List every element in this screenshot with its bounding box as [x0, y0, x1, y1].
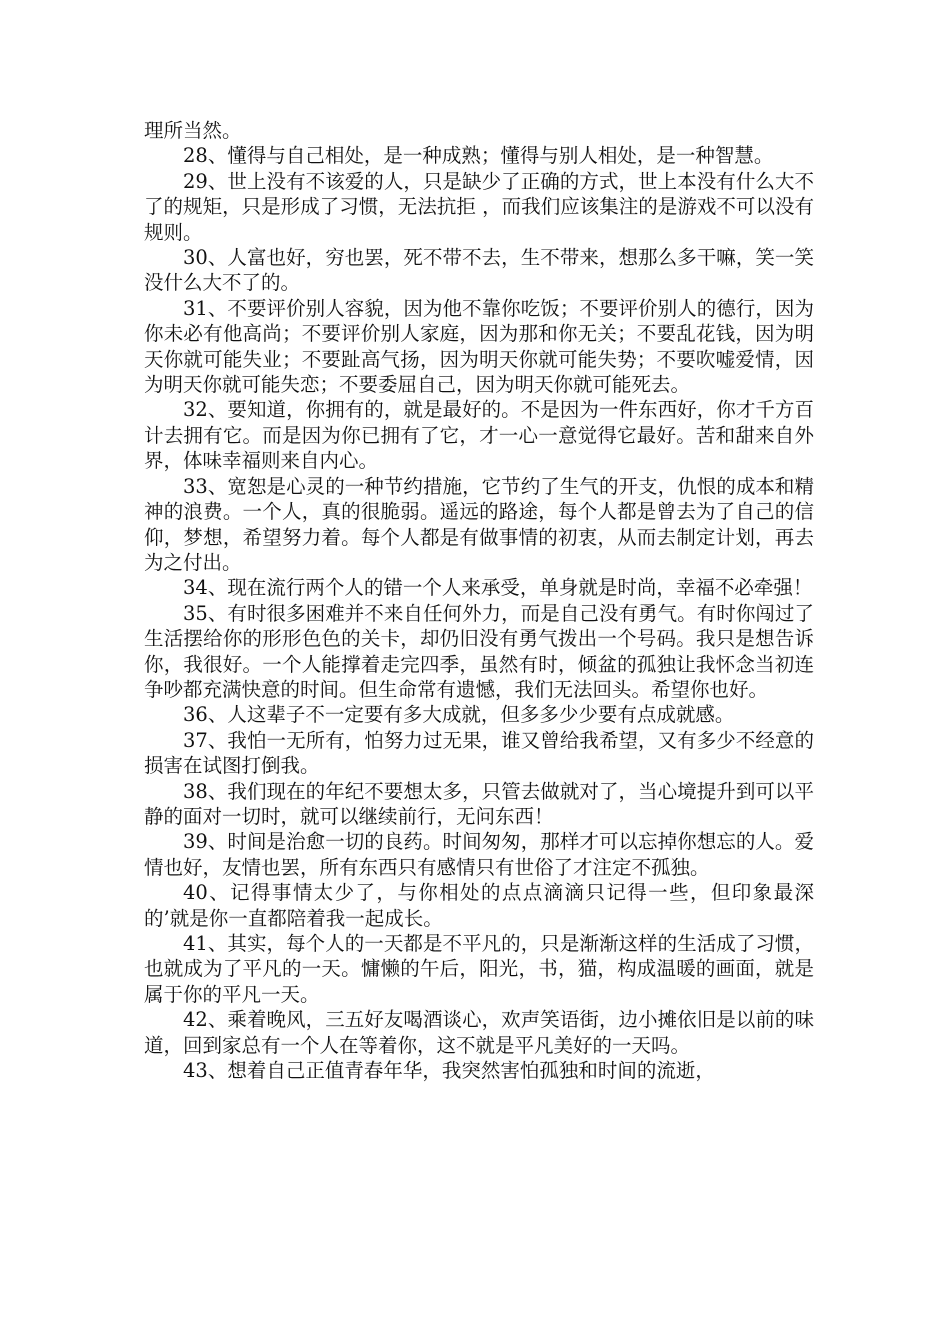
paragraph-28: 28、懂得与自己相处，是一种成熟；懂得与别人相处，是一种智慧。 [183, 144, 774, 168]
paragraph-41: 41、其实，每个人的一天都是不平凡的，只是渐渐这样的生活成了习惯，也就成为了平凡的一天。慵懒的午后，阳光，书，猫，构成温暖的画面，就是属于你的平凡一天。 [144, 932, 814, 1006]
paragraph-33: 33、宽恕是心灵的一种节约措施，它节约了生气的开支，仇恨的成本和精神的浪费。一个人，真的很脆弱。遥远的路途，每个人都是曾去为了自己的信仰，梦想，希望努力着。每个人都是有做事情的初衷，从而去制定计划，再去为之付出。 [144, 474, 814, 574]
paragraph-30: 30、人富也好，穷也罢，死不带不去，生不带来，想那么多干嘛，笑一笑没什么大不了的。 [144, 246, 814, 295]
paragraph-42: 42、乘着晚风，三五好友喝酒谈心，欢声笑语街，边小摊依旧是以前的味道，回到家总有一个人在等着你，这不就是平凡美好的一天吗。 [144, 1008, 814, 1057]
paragraph-40: 40、记得事情太少了，与你相处的点点滴滴只记得一些，但印象最深的’就是你一直都陪着我一起成长。 [144, 881, 814, 930]
paragraph-36: 36、人这辈子不一定要有多大成就，但多多少少要有点成就感。 [183, 703, 735, 727]
paragraph-31: 31、不要评价别人容貌，因为他不靠你吃饭；不要评价别人的德行，因为你未必有他高尚；不要评价别人家庭，因为那和你无关；不要乱花钱，因为明天你就可能失业；不要趾高气扬，因为明天你就可能失势；不要吹嘘爱情，因为明天你就可能失恋；不要委屈自己，因为明天你就可能死去。 [144, 296, 814, 397]
paragraph-35: 35、有时很多困难并不来自任何外力，而是自己没有勇气。有时你闯过了生活摆给你的形形色色的关卡，却仍旧没有勇气拨出一个号码。我只是想告诉你，我很好。一个人能撑着走完四季，虽然有时，倾盆的孤独让我怀念当初连争吵都充满快意的时间。但生命常有遗憾，我们无法回头。希望你也好。 [144, 601, 814, 701]
paragraph-34: 34、现在流行两个人的错一个人来承受，单身就是时尚，幸福不必牵强！ [183, 576, 813, 600]
paragraph-38: 38、我们现在的年纪不要想太多，只管去做就对了，当心境提升到可以平静的面对一切时，就可以继续前行，无问东西！ [144, 779, 814, 828]
paragraph-43: 43、想着自己正值青春年华，我突然害怕孤独和时间的流逝， [183, 1059, 715, 1083]
paragraph-39: 39、时间是治愈一切的良药。时间匆匆，那样才可以忘掉你想忘的人。爱情也好，友情也罢，所有东西只有感情只有世俗了才注定不孤独。 [144, 830, 814, 879]
paragraph-32: 32、要知道，你拥有的，就是最好的。不是因为一件东西好，你才千方百计去拥有它。而是因为你已拥有了它，才一心一意觉得它最好。苦和甜来自外界，体味幸福则来自内心。 [144, 398, 814, 473]
paragraph-29: 29、世上没有不该爱的人，只是缺少了正确的方式，世上本没有什么大不了的规矩，只是形成了习惯，无法抗拒 ，而我们应该集注的是游戏不可以没有规则。 [144, 169, 814, 244]
paragraph-continuation: 理所当然。 [144, 119, 242, 142]
paragraph-37: 37、我怕一无所有，怕努力过无果，谁又曾给我希望，又有多少不经意的损害在试图打倒我。 [144, 728, 814, 778]
document-body [144, 118, 814, 1083]
